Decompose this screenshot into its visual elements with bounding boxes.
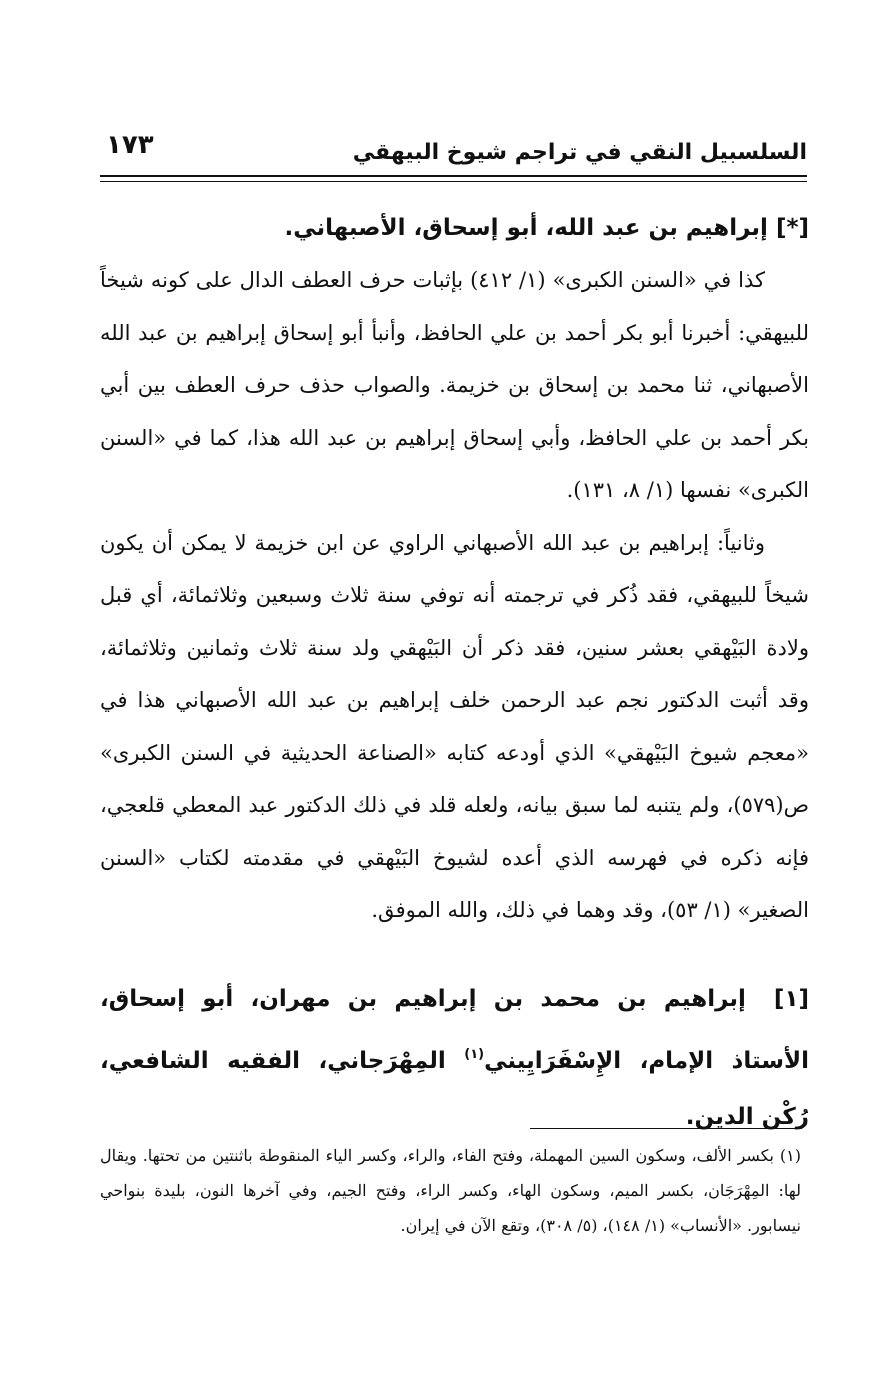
header-rule [100,175,807,182]
running-title: السلسبيل النقي في تراجم شيوخ البيهقي [352,140,807,165]
entry-name-part2: المِهْرَجاني، الفقيه الشافعي، رُكْن الدين. [100,1047,809,1130]
entry-heading-star: [*] إبراهيم بن عبد الله، أبو إسحاق، الأصبهاني. [284,215,809,241]
footnote: (١) بكسر الألف، وسكون السين المهملة، وفتح الفاء، والراء، وكسر الياء المنقوطة باثنتين من تحتها. ويقال لها: المِهْرَجَان، بكسر الميم، وسكون الهاء، وكسر الراء، وفتح الجيم، وفي آخرها النون، بليدة بنواحي نيسابور. «الأنساب» (١/ ١٤٨)، (٥/ ٣٠٨)، وتقع الآن في إيران. [100,1146,801,1235]
entry-name-part1: إبراهيم بن محمد بن إبراهيم بن مهران، أبو إسحاق، الأستاذ الإمام، الإِسْفَرَايِيني [100,985,809,1074]
entry-number: [١] [773,985,809,1012]
main-text [100,204,809,1145]
footnote-reference: (١) [464,1046,485,1062]
paragraph: كذا في «السنن الكبرى» (١/ ٤١٢) بإثبات حرف العطف الدال على كونه شيخاً للبيهقي: أخبرنا أبو بكر أحمد بن علي الحافظ، وأنبأ أبو إسحاق إبراهيم بن عبد الله الأصبهاني، ثنا محمد بن إسحاق بن خزيمة. والصواب حذف حرف العطف بين أبي بكر أحمد بن علي الحافظ، وأبي إسحاق إبراهيم بن عبد الله هذا، كما في «السنن الكبرى» نفسها (١/ ٨، ١٣١). [100,268,809,502]
footnotes [100,1138,801,1243]
running-header [100,128,807,176]
footnote-separator [530,1128,802,1129]
paragraph: وثانياً: إبراهيم بن عبد الله الأصبهاني الراوي عن ابن خزيمة لا يمكن أن يكون شيخاً للبيهقي، فقد ذُكر في ترجمته أنه توفي سنة ثلاث وسبعين وثلاثمائة، أي قبل ولادة البَيْهقي بعشر سنين، فقد ذكر أن البَيْهقي ولد سنة ثلاث وثمانين وثلاثمائة، وقد أثبت الدكتور نجم عبد الرحمن خلف إبراهيم بن عبد الله الأصبهاني هذا في «معجم شيوخ البَيْهقي» الذي أودعه كتابه «الصناعة الحديثية في السنن الكبرى» ص(٥٧٩)، ولم يتنبه لما سبق بيانه، ولعله قلد في ذلك الدكتور عبد المعطي قلعجي، فإنه ذكره في فهرسه الذي أعده لشيوخ البَيْهقي في مقدمته لكتاب «السنن الصغير» (١/ ٥٣)، وقد وهما في ذلك، والله الموفق. [100,530,809,922]
page-number: ١٧٣ [106,130,154,160]
entry-heading-1 [100,971,809,1145]
